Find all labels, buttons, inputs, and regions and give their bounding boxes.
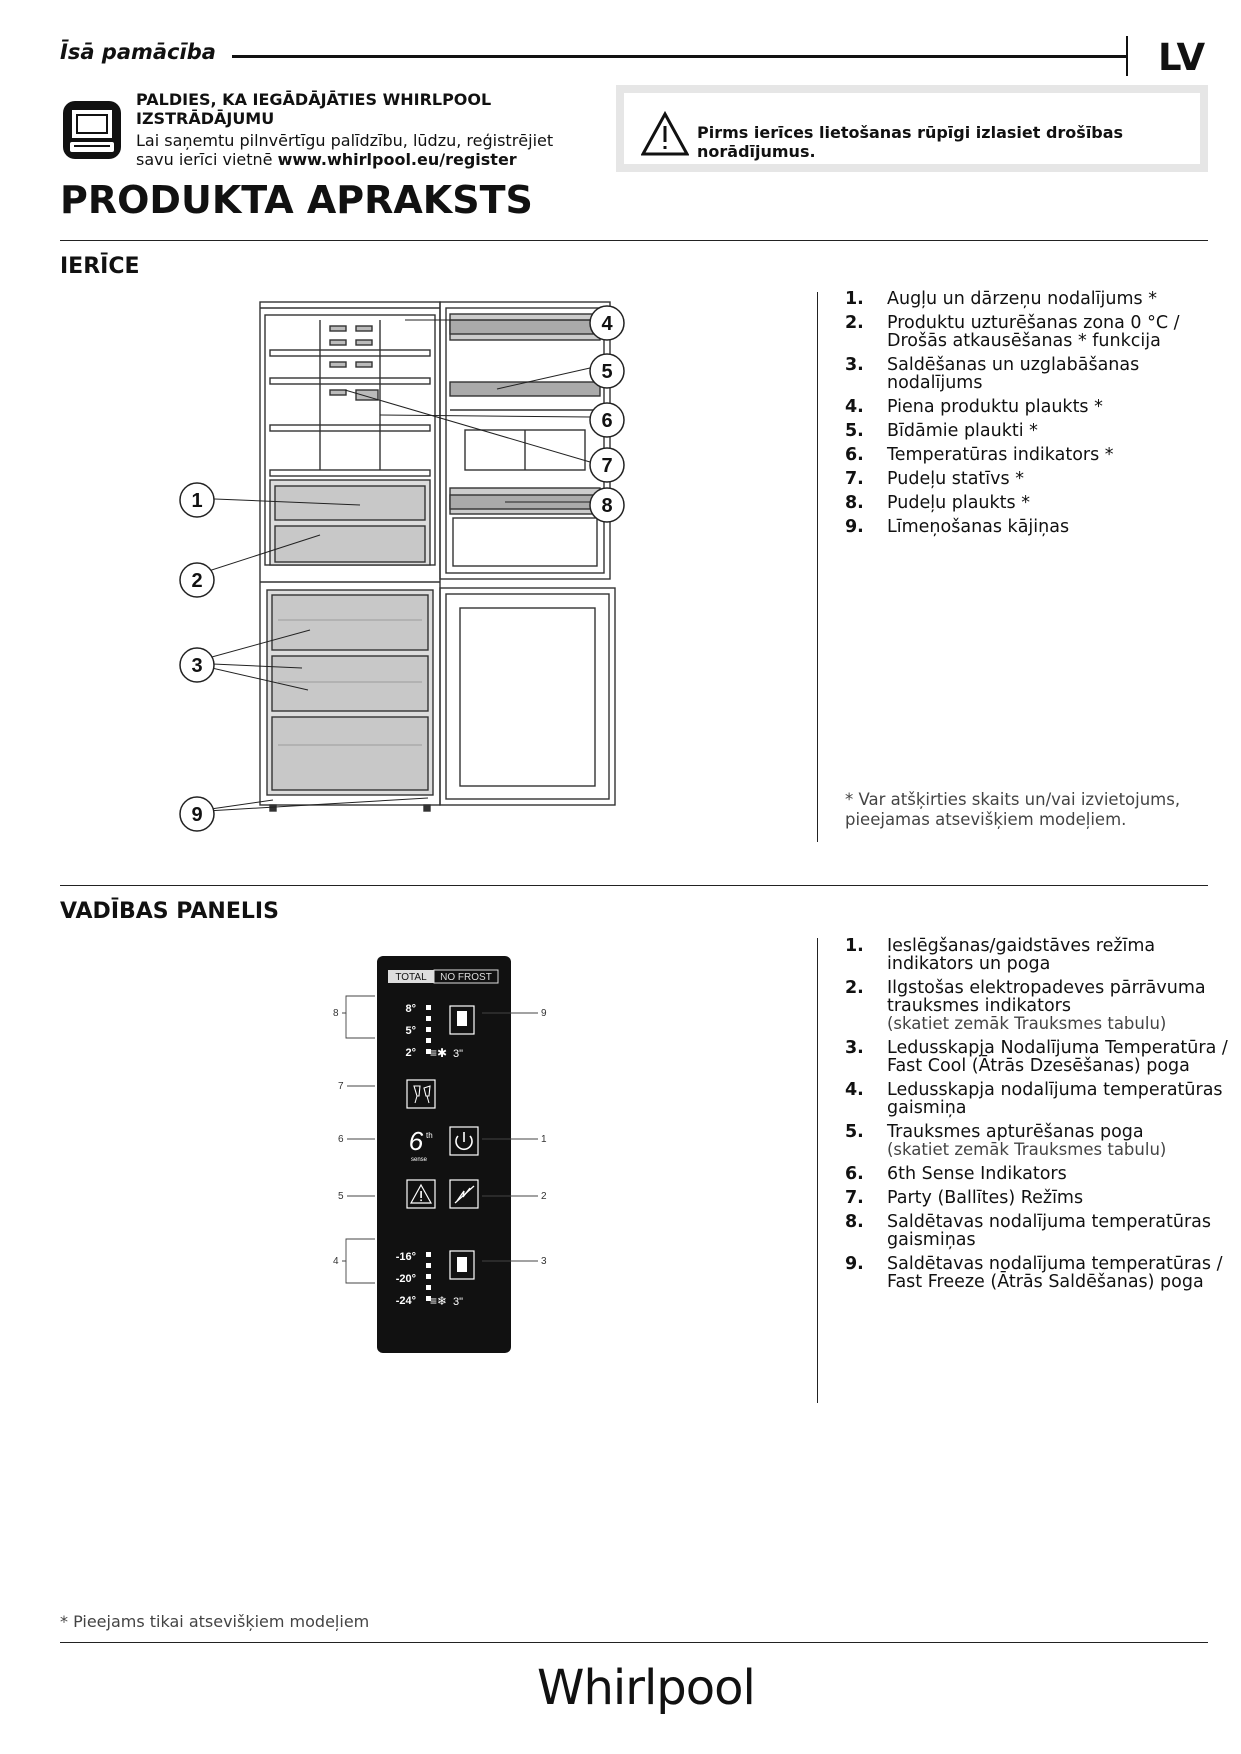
list-item: 3. Saldēšanas un uzglabāšanas nodalījums — [845, 355, 1140, 393]
page-title: PRODUKTA APRAKSTS — [60, 178, 533, 222]
brand-nofrost: NO FROST — [440, 972, 492, 983]
callout-9: 9 — [191, 804, 203, 826]
list-item: 2. Ilgstošas elektropadeves pārrāvuma trauksmes indikators (skatiet zemāk Trauksmes tabulu) — [845, 978, 1206, 1033]
list-item: 5. Trauksmes apturēšanas poga (skatiet zemāk Trauksmes tabulu) — [845, 1122, 1167, 1159]
callout-4: 4 — [601, 313, 613, 335]
section-rule — [60, 240, 1208, 241]
list-item: 4. Ledusskapja nodalījuma temperatūras gaismiņa — [845, 1080, 1223, 1118]
panel-callout-8: 8 — [333, 1008, 339, 1019]
callout-7: 7 — [601, 455, 613, 477]
appliance-heading: IERĪCE — [60, 254, 140, 279]
list-item: 7. Party (Ballītes) Režīms — [845, 1188, 1084, 1208]
panel-legend — [845, 937, 1235, 1297]
freezer-temp-20: -20° — [395, 1273, 416, 1285]
warning-triangle-icon — [641, 111, 689, 157]
list-item: 8. Saldētavas nodalījuma temperatūras gaismiņas — [845, 1212, 1212, 1250]
list-item: 9. Saldētavas nodalījuma temperatūras / Fast Freeze (Ātrās Saldēšanas) poga — [845, 1254, 1223, 1292]
fast-cool-label: 3" — [453, 1048, 464, 1060]
safety-warning-text: Pirms ierīces lietošanas rūpīgi izlasiet drošības norādījumus. — [697, 123, 1124, 161]
fridge-temp-2: 2° — [405, 1047, 416, 1059]
svg-text:sense: sense — [410, 1157, 428, 1163]
callout-2: 2 — [191, 570, 203, 592]
svg-text:th: th — [426, 1131, 433, 1140]
panel-callout-9: 9 — [541, 1008, 547, 1019]
list-item: 1. Augļu un dārzeņu nodalījums * — [845, 289, 1157, 309]
language-code: LV — [1158, 36, 1206, 79]
svg-text:6: 6 — [408, 1126, 424, 1156]
footnote: * Pieejams tikai atsevišķiem modeļiem — [60, 1612, 370, 1631]
svg-text:≡❄: ≡❄ — [429, 1294, 447, 1308]
callout-5: 5 — [601, 361, 613, 383]
header-title: Īsā pamācība — [60, 40, 216, 64]
panel-callout-7: 7 — [338, 1081, 344, 1092]
appliance-legend — [845, 290, 1235, 542]
list-item: 3. Ledusskapja Nodalījuma Temperatūra / Fast Cool (Ātrās Dzesēšanas) poga — [845, 1038, 1228, 1076]
panel-callout-5: 5 — [338, 1191, 344, 1202]
list-item: 6. 6th Sense Indikators — [845, 1164, 1067, 1184]
panel-callout-1: 1 — [541, 1134, 547, 1145]
column-divider — [817, 938, 818, 1403]
callout-1: 1 — [191, 490, 203, 512]
list-item: 6. Temperatūras indikators * — [845, 445, 1114, 465]
header-rule — [232, 55, 1127, 58]
brand-total: TOTAL — [395, 972, 427, 983]
panel-callout-6: 6 — [338, 1134, 344, 1145]
fridge-temp-8: 8° — [405, 1003, 416, 1015]
list-item: 5. Bīdāmie plaukti * — [845, 421, 1038, 441]
list-item: 4. Piena produktu plaukts * — [845, 397, 1103, 417]
freezer-temp-24: -24° — [395, 1295, 416, 1307]
callout-6: 6 — [601, 410, 613, 432]
panel-callout-2: 2 — [541, 1191, 547, 1202]
whirlpool-logo: Whirlpool — [537, 1660, 755, 1716]
panel-callout-4: 4 — [333, 1256, 339, 1267]
panel-callout-3: 3 — [541, 1256, 547, 1267]
list-item: 9. Līmeņošanas kājiņas — [845, 517, 1070, 537]
section-rule — [60, 885, 1208, 886]
list-item: 8. Pudeļu plaukts * — [845, 493, 1030, 513]
register-title: PALDIES, KA IEGĀDĀJĀTIES WHIRLPOOL IZSTRĀDĀJUMU — [136, 90, 492, 128]
freezer-temp-16: -16° — [395, 1251, 416, 1263]
list-item: 7. Pudeļu statīvs * — [845, 469, 1024, 489]
register-text: Lai saņemtu pilnvērtīgu palīdzību, lūdzu, reģistrējiet savu ierīci vietnē www.whirlpool.eu/register — [136, 131, 554, 169]
callout-3: 3 — [191, 655, 203, 677]
safety-warning-box — [616, 85, 1208, 172]
svg-text:≡✱: ≡✱ — [429, 1046, 447, 1060]
control-panel-diagram — [325, 955, 565, 1360]
fast-freeze-label: 3" — [453, 1296, 464, 1308]
register-url[interactable]: www.whirlpool.eu/register — [277, 150, 517, 169]
control-panel-heading: VADĪBAS PANELIS — [60, 899, 279, 924]
fridge-temp-5: 5° — [405, 1025, 416, 1037]
callout-8: 8 — [601, 495, 613, 517]
column-divider — [817, 292, 818, 842]
appliance-note: * Var atšķirties skaits un/vai izvietojums, pieejamas atsevišķiem modeļiem. — [845, 790, 1181, 829]
header-divider — [1126, 36, 1128, 76]
computer-register-icon — [62, 100, 122, 160]
list-item: 2. Produktu uzturēšanas zona 0 °C / Drošās atkausēšanas * funkcija — [845, 313, 1180, 351]
list-item: 1. Ieslēgšanas/gaidstāves režīma indikators un poga — [845, 936, 1156, 974]
appliance-diagram — [170, 290, 650, 840]
footer-rule — [60, 1642, 1208, 1643]
